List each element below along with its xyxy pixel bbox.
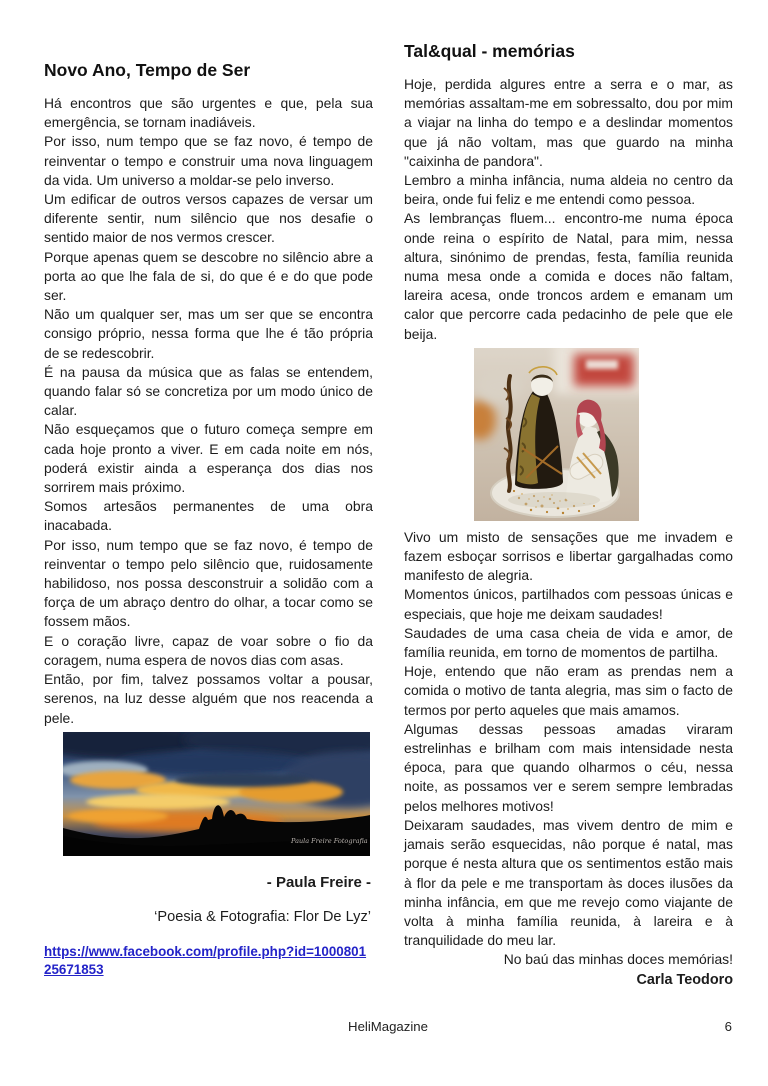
paragraph: Por isso, num tempo que se faz novo, é tempo de reinventar o tempo pelo silêncio que, ruidosamente habilidoso, nos possa desconstruir a solidão com a força de um abraço dentro do olhar, a tocar como se fossem mãos. bbox=[44, 536, 373, 630]
paragraph: Há encontros que são urgentes e que, pela sua emergência, se tornam inadiáveis. bbox=[44, 95, 373, 131]
sunset-photo bbox=[63, 732, 373, 856]
nativity-photo bbox=[474, 348, 733, 521]
paragraph: Um edificar de outros versos capazes de versar um diferente sentir, num silêncio que nos desafie o sentido maior de nos vermos crescer. bbox=[44, 191, 373, 246]
right-article-author: Carla Teodoro bbox=[636, 971, 733, 988]
closing-line: No baú das minhas doces memórias! bbox=[503, 951, 733, 968]
left-article-author: - Paula Freire - bbox=[266, 873, 371, 891]
paragraph: Algumas dessas pessoas amadas viraram estrelinhas e brilham com mais intensidade nesta época, para que quando olharmos o céu, nessa noite, as possamos ver e serem sempre lembradas pelos melhores motivos! bbox=[404, 720, 733, 814]
facebook-profile-link[interactable]: https://www.facebook.com/profile.php?id=100080125671853 bbox=[44, 943, 367, 977]
page-footer bbox=[44, 1019, 732, 1039]
photo-watermark: Paula Freire Fotografia bbox=[291, 836, 368, 845]
paragraph: Hoje, entendo que não eram as prendas nem a comida o motivo de tanta alegria, mas sim o facto de termos por perto aqueles que mais amamos. bbox=[404, 663, 733, 718]
paragraph: Saudades de uma casa cheia de vida e amor, de família reunida, em torno de momentos de partilha. bbox=[404, 624, 733, 661]
paragraph: Por isso, num tempo que se faz novo, é tempo de reinventar o tempo e construir uma nova linguagem da vida. Um universo a moldar-se pelo inverso. bbox=[44, 133, 373, 188]
paragraph: Hoje, perdida algures entre a serra e o mar, as memórias assaltam-me em sobressalto, dou por mim a viajar na linha do tempo e a deslindar momentos que já não voltam, mas que guardo na minha "caixinha de pandora". bbox=[404, 76, 733, 169]
left-article-credit: ‘Poesia & Fotografia: Flor De Lyz’ bbox=[154, 908, 371, 925]
paragraph: Lembro a minha infância, numa aldeia no centro da beira, onde fui feliz e me entendi como pessoa. bbox=[404, 172, 733, 208]
footer-page-number: 6 bbox=[724, 1019, 732, 1034]
paragraph: É na pausa da música que as falas se entendem, quando falar só se concretiza por um modo único de calar. bbox=[44, 363, 373, 419]
paragraph: Não esqueçamos que o futuro começa sempre em cada hoje pronto a viver. E em cada noite em nós, poderá existir ainda a esperança dos dias nos sorrirem mais próximo. bbox=[44, 421, 373, 496]
right-article-title: Tal&qual - memórias bbox=[404, 41, 575, 61]
paragraph: Somos artesãos permanentes de uma obra inacabada. bbox=[44, 498, 373, 534]
paragraph: Porque apenas quem se descobre no silêncio abre a porta ao que lhe fala de si, do que é e do que pode ser. bbox=[44, 248, 373, 304]
paragraph: E o coração livre, capaz de voar sobre o fio da coragem, numa espera de novos dias com asas. bbox=[44, 632, 373, 668]
footer-magazine-name: HeliMagazine bbox=[348, 1019, 428, 1034]
paragraph: Então, por fim, talvez possamos voltar a pousar, serenos, na luz desse alguém que nos reacenda a pele. bbox=[44, 671, 373, 726]
paragraph: As lembranças fluem... encontro-me numa época onde reina o espírito de Natal, para mim, nessa altura, sinónimo de prendas, festa, família reunida numa mesa onde a comida e doces não faltam, lareira acesa, onde troncos ardem e emanam um calor que percorre cada pedacinho de pele que ele beija. bbox=[404, 210, 733, 342]
left-article-title: Novo Ano, Tempo de Ser bbox=[44, 60, 251, 80]
paragraph: Não um qualquer ser, mas um ser que se encontra consigo próprio, nessa forma que lhe é tão própria de se redescobrir. bbox=[44, 306, 373, 361]
paragraph: Momentos únicos, partilhados com pessoas únicas e especiais, que hoje me deixam saudades! bbox=[404, 586, 733, 622]
right-column bbox=[404, 41, 733, 990]
paragraph: Vivo um misto de sensações que me invadem e fazem esboçar sorrisos e libertar gargalhadas como manifesto de alegria. bbox=[404, 528, 733, 584]
paragraph: Deixaram saudades, mas vivem dentro de mim e jamais serão esquecidas, nâo porque é natal, mas porque é nesta altura que os sentimentos estão mais à flor da pele e me transportam às doces ilusões da minha infância, em que me revejo como viajante de volta à minha família reunida, à lareira e à tranquilidade do meu lar. bbox=[404, 816, 733, 949]
left-column bbox=[44, 60, 373, 979]
